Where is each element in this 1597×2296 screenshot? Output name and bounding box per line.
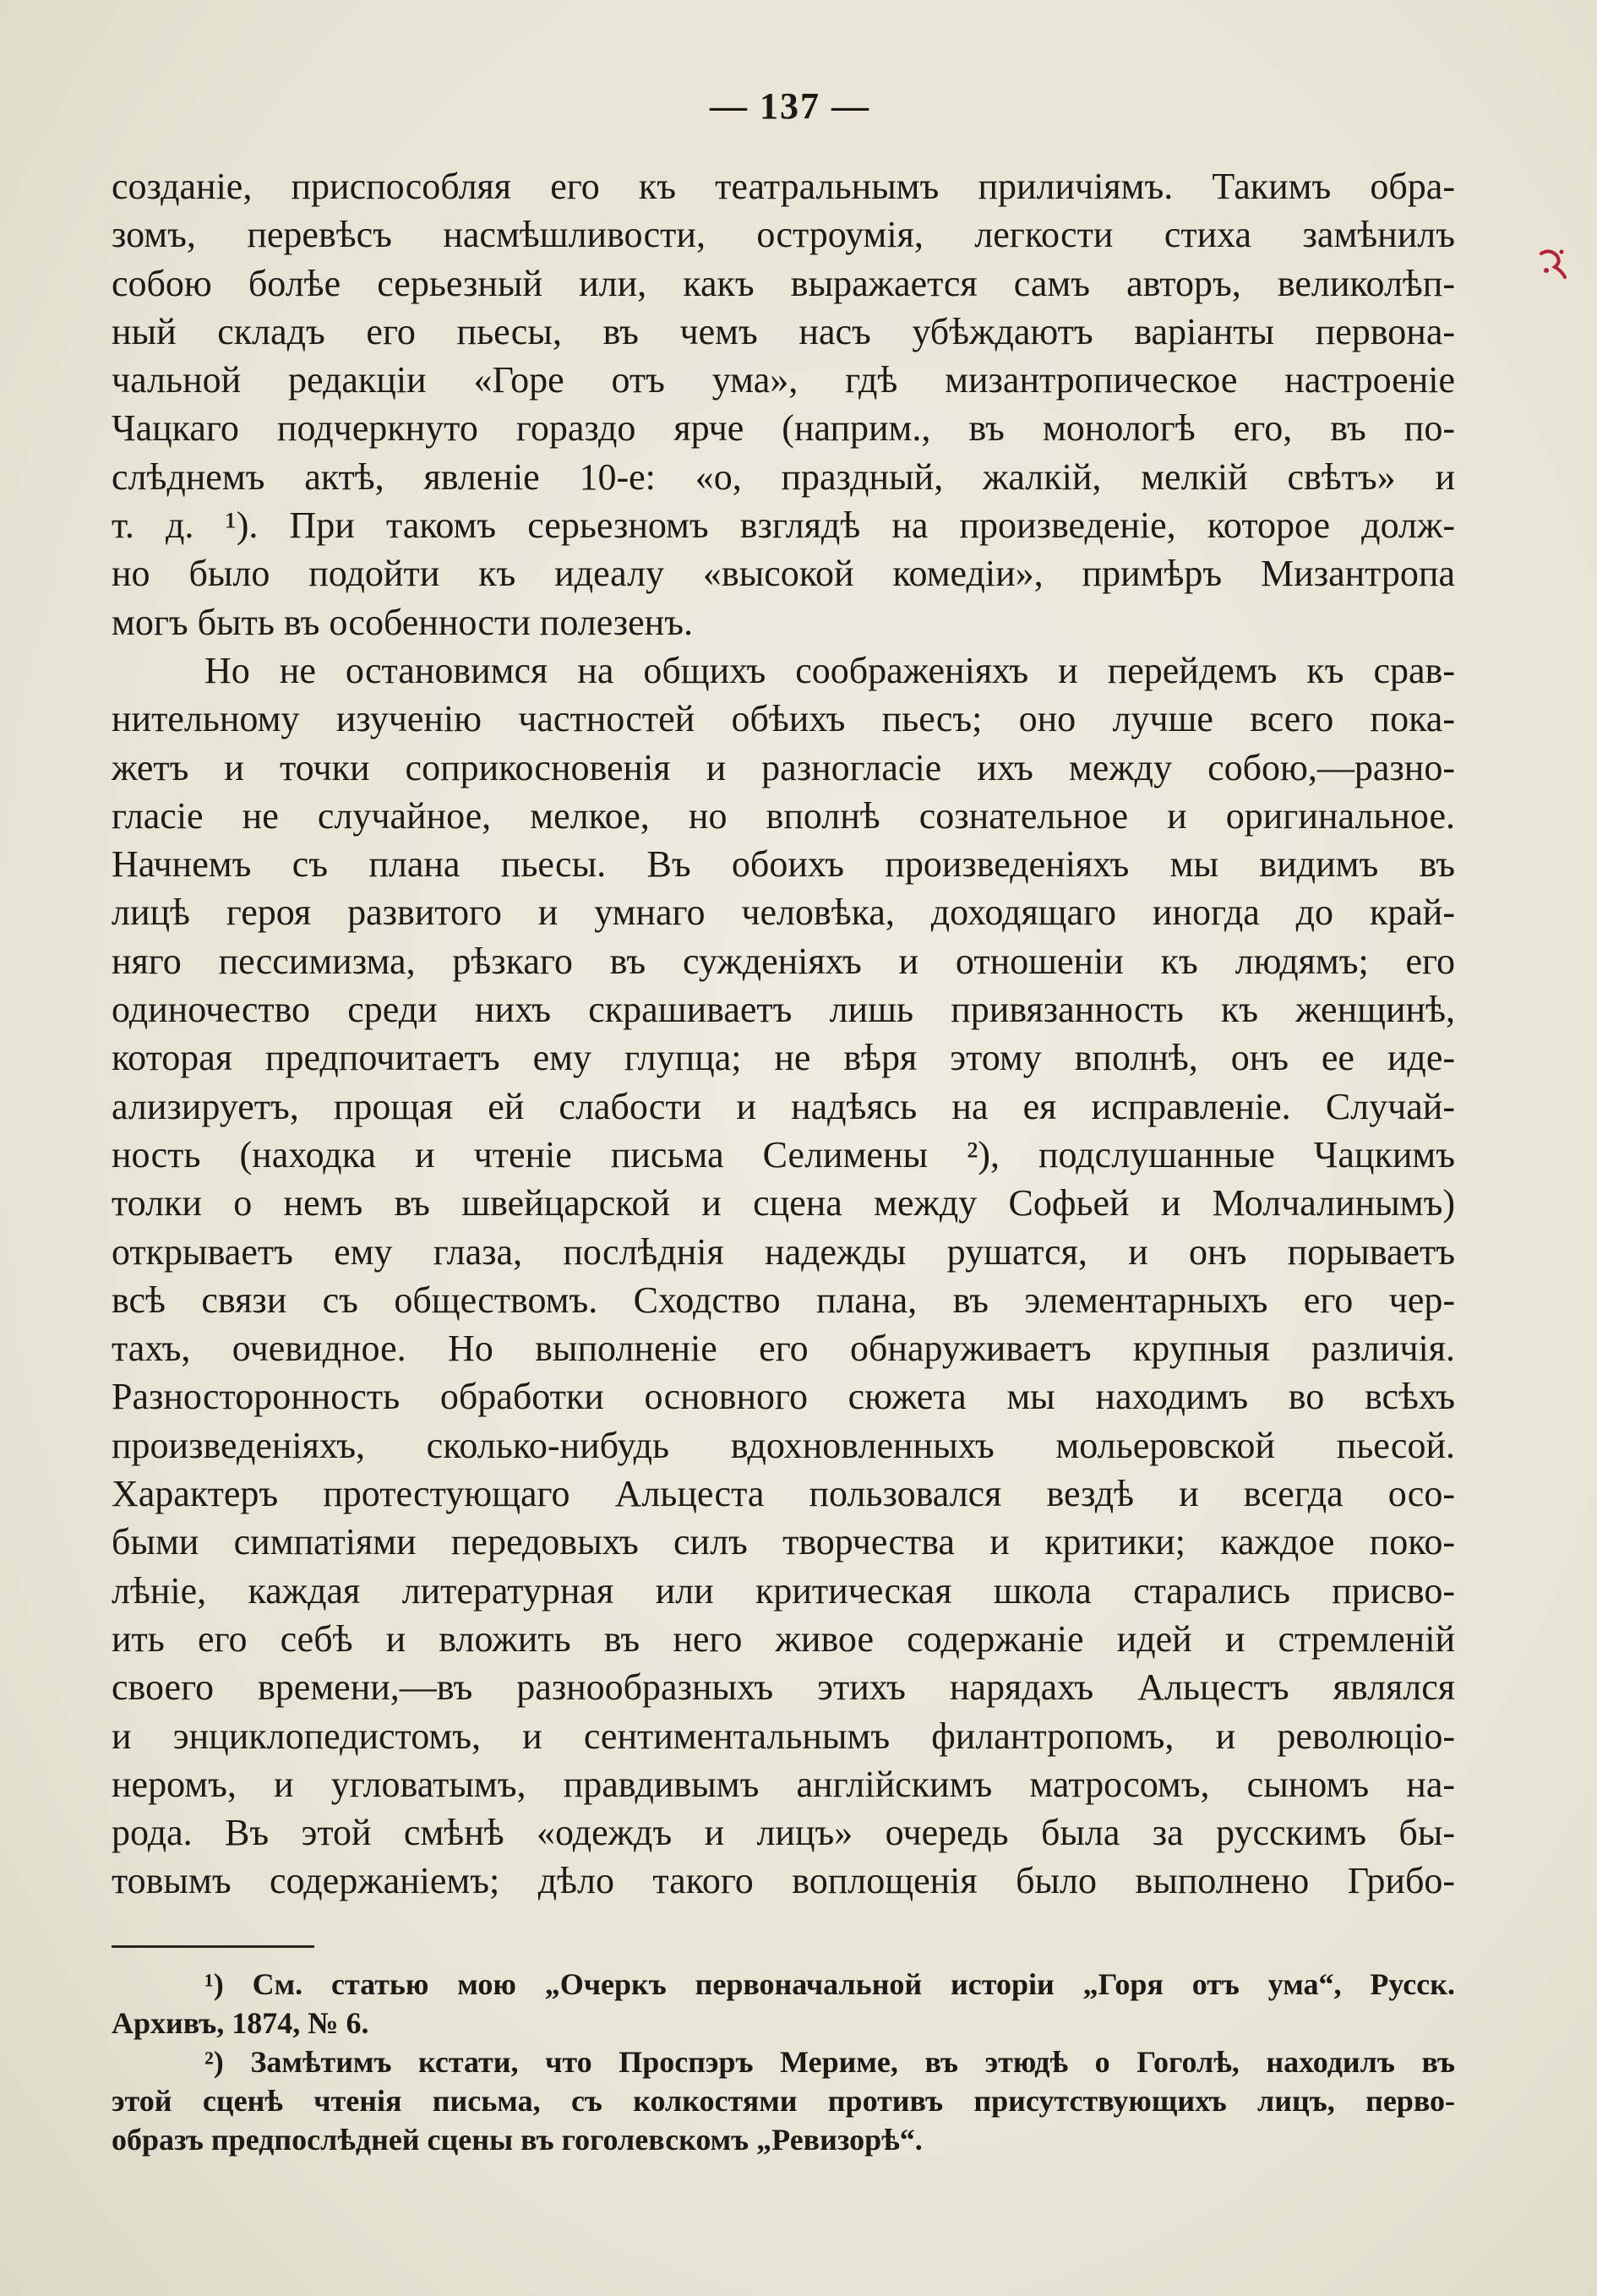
text-line: но было подойти къ идеалу «высокой комедіи», примѣръ Мизантропа — [112, 553, 1455, 595]
text-line: ный складъ его пьесы, въ чемъ насъ убѣждаютъ варіанты первона- — [112, 310, 1455, 352]
text-line: ализируетъ, прощая ей слабости и надѣясь на ея исправленіе. Случай- — [112, 1085, 1455, 1127]
text-line: Чацкаго подчеркнуто гораздо ярче (наприм., въ монологѣ его, въ по- — [112, 407, 1455, 450]
footnote-2-line: этой сценѣ чтенія письма, съ колкостями противъ присутствующихъ лицъ, перво- — [112, 2084, 1455, 2118]
text-line: толки о немъ въ швейцарской и сцена между Софьей и Молчалинымъ) — [112, 1182, 1455, 1224]
text-line: слѣднемъ актѣ, явленіе 10-е: «о, праздный, жалкій, мелкій свѣтъ» и — [112, 455, 1455, 498]
text-line: могъ быть въ особенности полезенъ. — [112, 601, 693, 643]
text-line: одиночество среди нихъ скрашиваетъ лишь привязанность къ женщинѣ, — [112, 989, 1455, 1031]
main-text — [112, 162, 1455, 1906]
text-line: и энциклопедистомъ, и сентиментальнымъ филантропомъ, и революціо- — [112, 1715, 1455, 1757]
text-line: собою болѣе серьезный или, какъ выражается самъ авторъ, великолѣп- — [112, 262, 1455, 304]
text-line: Начнемъ съ плана пьесы. Въ обоихъ произведеніяхъ мы видимъ въ — [112, 843, 1455, 886]
text-line: лѣніе, каждая литературная или критическая школа старались присво- — [112, 1569, 1455, 1612]
footnote-2-line: ²) Замѣтимъ кстати, что Проспэръ Мериме, въ этюдѣ о Гоголѣ, находилъ въ — [204, 2045, 1455, 2079]
text-line: Разносторонность обработки основного сюжета мы находимъ во всѣхъ — [112, 1376, 1455, 1418]
text-line: жетъ и точки соприкосновенія и разногласіе ихъ между собою,—разно- — [112, 746, 1455, 788]
text-line: лицѣ героя развитого и умнаго человѣка, доходящаго иногда до край- — [112, 892, 1455, 934]
footnotes — [112, 1965, 1455, 2159]
footnote-1-line: Архивъ, 1874, № 6. — [112, 2006, 369, 2040]
text-line: Характеръ протестующаго Альцеста пользовался вездѣ и всегда осо- — [112, 1473, 1455, 1515]
paragraph-start-line: Но не остановимся на общихъ соображеніяхъ и перейдемъ къ срав- — [204, 649, 1455, 691]
text-line: ность (находка и чтеніе письма Селимены ²), подслушанные Чацкимъ — [112, 1133, 1455, 1175]
text-line: ить его себѣ и вложить въ него живое содержаніе идей и стремленій — [112, 1617, 1455, 1660]
text-line: созданіе, приспособляя его къ театральнымъ приличіямъ. Такимъ обра- — [112, 166, 1455, 207]
text-line: всѣ связи съ обществомъ. Сходство плана, въ элементарныхъ его чер- — [112, 1279, 1455, 1321]
text-line: товымъ содержаніемъ; дѣло такого воплощенія было выполнено Грибо- — [112, 1860, 1455, 1902]
text-line: нительному изученію частностей обѣихъ пьесъ; оно лучше всего пока- — [112, 698, 1455, 740]
text-line: гласіе не случайное, мелкое, но вполнѣ сознательное и оригинальное. — [112, 794, 1455, 837]
text-line: няго пессимизма, рѣзкаго въ сужденіяхъ и отношеніи къ людямъ; его — [112, 940, 1455, 982]
text-line: т. д. ¹). При такомъ серьезномъ взглядѣ на произведеніе, которое долж- — [112, 504, 1455, 547]
red-ink-mark-icon — [1536, 245, 1570, 282]
footnote-divider — [112, 1945, 314, 1948]
text-line: неромъ, и угловатымъ, правдивымъ англійскимъ матросомъ, сыномъ на- — [112, 1763, 1455, 1805]
text-line: своего времени,—въ разнообразныхъ этихъ нарядахъ Альцестъ являлся — [112, 1666, 1455, 1709]
text-line: произведеніяхъ, сколько-нибудь вдохновленныхъ мольеровской пьесой. — [112, 1424, 1455, 1466]
text-line: рода. Въ этой смѣнѣ «одеждъ и лицъ» очередь была за русскимъ бы- — [112, 1812, 1455, 1854]
text-line: быми симпатіями передовыхъ силъ творчества и критики; каждое поко- — [112, 1521, 1455, 1563]
text-line: тахъ, очевидное. Но выполненіе его обнаруживаетъ крупныя различія. — [112, 1328, 1455, 1370]
text-line: открываетъ ему глаза, послѣднія надежды рушатся, и онъ порываетъ — [112, 1230, 1455, 1273]
footnote-2-line: образъ предпослѣдней сцены въ гоголевскомъ „Ревизорѣ“. — [112, 2123, 923, 2157]
page-number: — 137 — — [710, 85, 870, 127]
text-line: зомъ, перевѣсъ насмѣшливости, остроумія, легкости стиха замѣнилъ — [112, 214, 1455, 256]
text-line: чальной редакціи «Горе отъ ума», гдѣ мизантропическое настроеніе — [112, 359, 1455, 401]
footnote-1-line: ¹) См. статью мою „Очеркъ первоначальной исторіи „Горя отъ ума“, Русск. — [204, 1967, 1455, 2001]
text-line: которая предпочитаетъ ему глупца; не вѣря этому вполнѣ, онъ ее иде- — [112, 1037, 1455, 1079]
